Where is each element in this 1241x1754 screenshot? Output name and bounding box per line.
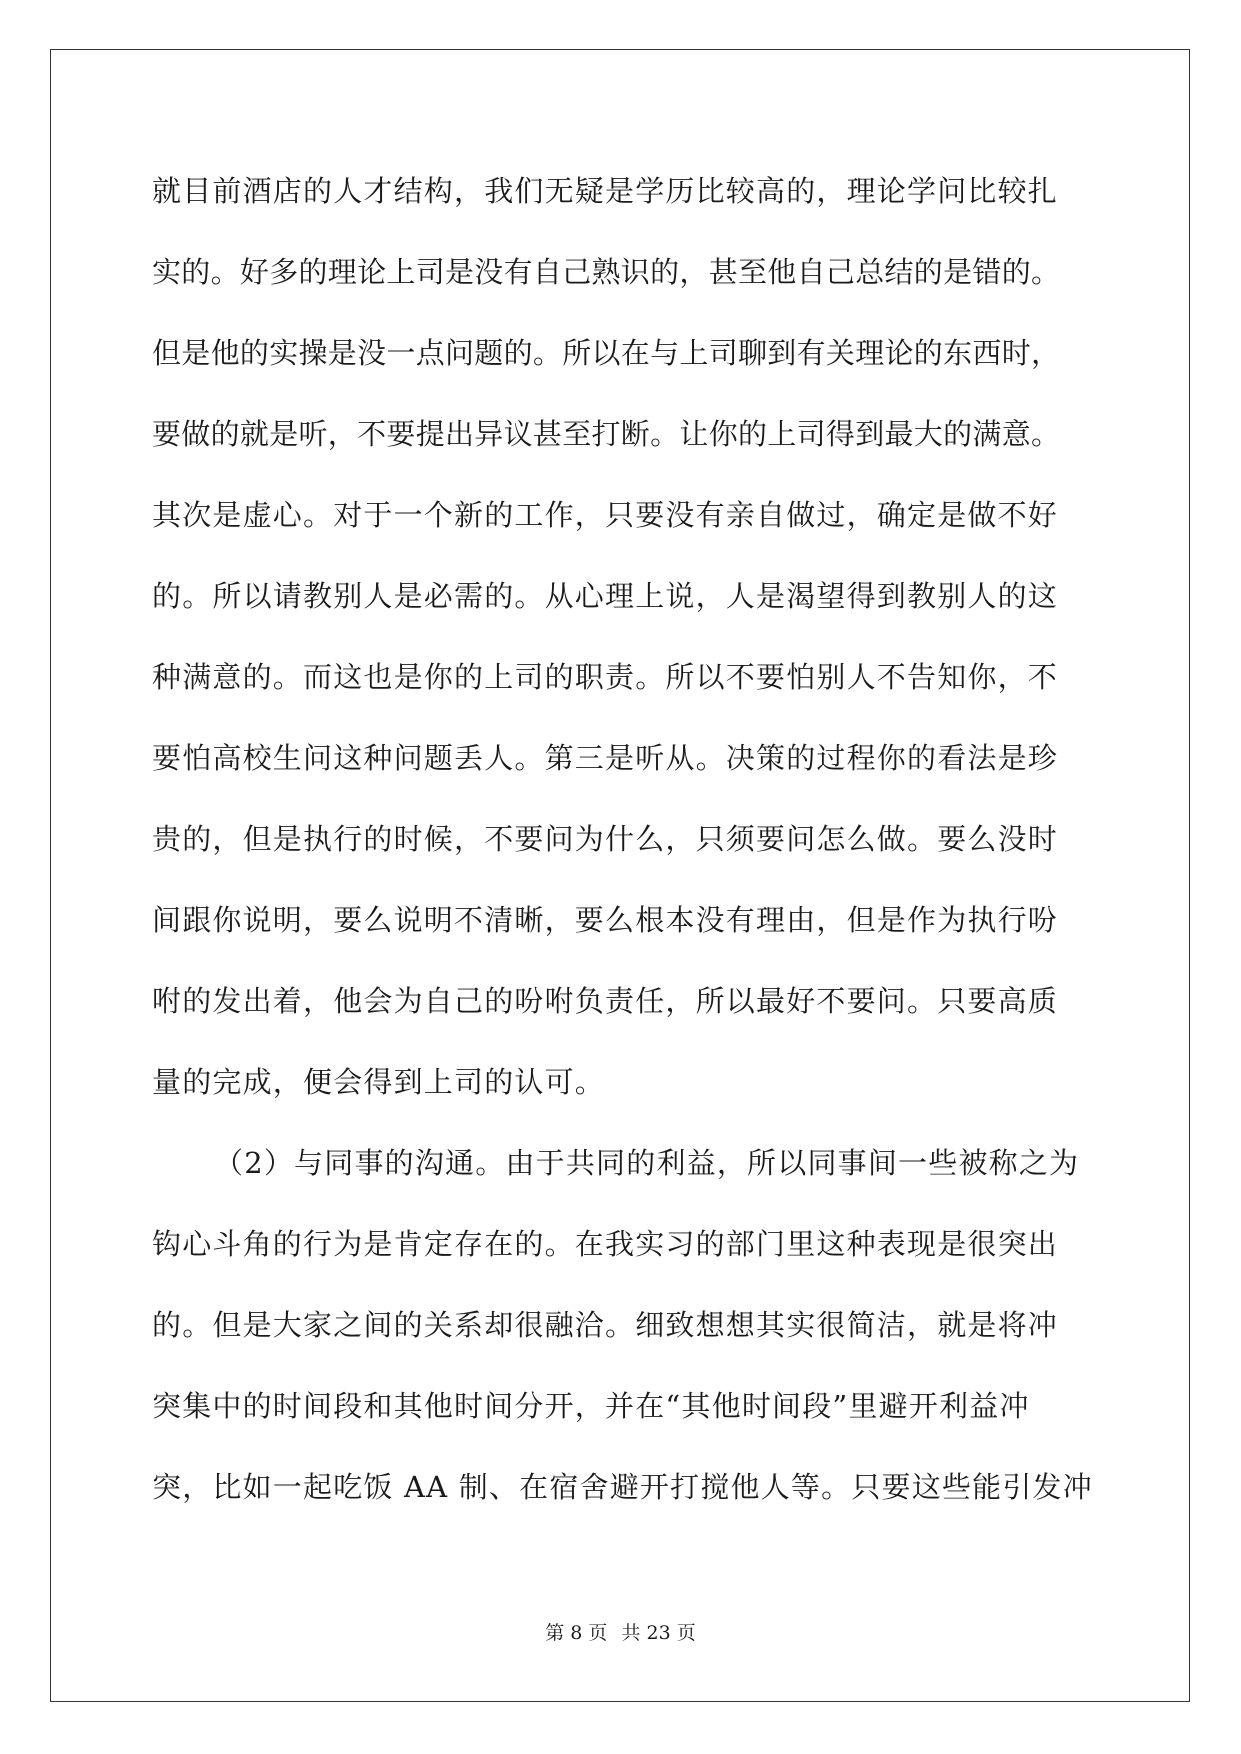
text-line: 咐的发出着，他会为自己的吩咐负责任，所以最好不要问。只要高质 <box>152 984 1059 1018</box>
current-page-label: 第 8 页 <box>545 1622 608 1644</box>
text-line: 就目前酒店的人才结构，我们无疑是学历比较高的，理论学问比较扎 <box>152 174 1059 208</box>
text-line: 间跟你说明，要么说明不清晰，要么根本没有理由，但是作为执行吩 <box>152 903 1059 937</box>
document-body <box>152 157 1092 1534</box>
text-line: 的。但是大家之间的关系却很融洽。细致想想其实很简洁，就是将冲 <box>152 1308 1059 1342</box>
text-line: 突，比如一起吃饭 AA 制、在宿舍避开打搅他人等。只要这些能引发冲 <box>152 1470 1093 1504</box>
text-line: 要做的就是听，不要提出异议甚至打断。让你的上司得到最大的满意。 <box>152 417 1061 451</box>
text-line: 钩心斗角的行为是肯定存在的。在我实习的部门里这种表现是很突出 <box>152 1227 1059 1261</box>
total-pages-label: 共 23 页 <box>621 1622 696 1644</box>
text-line: 种满意的。而这也是你的上司的职责。所以不要怕别人不告知你，不 <box>152 660 1059 694</box>
text-line: 但是他的实操是没一点问题的。所以在与上司聊到有关理论的东西时， <box>152 336 1061 370</box>
text-line: 其次是虚心。对于一个新的工作，只要没有亲自做过，确定是做不好 <box>152 498 1059 532</box>
text-line: 的。所以请教别人是必需的。从心理上说，人是渴望得到教别人的这 <box>152 579 1059 613</box>
text-line: 量的完成，便会得到上司的认可。 <box>152 1065 606 1099</box>
text-line: 突集中的时间段和其他时间分开，并在“其他时间段”里避开利益冲 <box>152 1389 1030 1423</box>
text-line: 要怕高校生问这种问题丢人。第三是听从。决策的过程你的看法是珍 <box>152 741 1059 775</box>
text-line: 贵的，但是执行的时候，不要问为什么，只须要问怎么做。要么没时 <box>152 822 1059 856</box>
text-line: 实的。好多的理论上司是没有自己熟识的，甚至他自己总结的是错的。 <box>152 255 1061 289</box>
paragraph-start-line: （2）与同事的沟通。由于共同的利益，所以同事间一些被称之为 <box>214 1146 1080 1180</box>
page-footer <box>0 1621 1241 1645</box>
